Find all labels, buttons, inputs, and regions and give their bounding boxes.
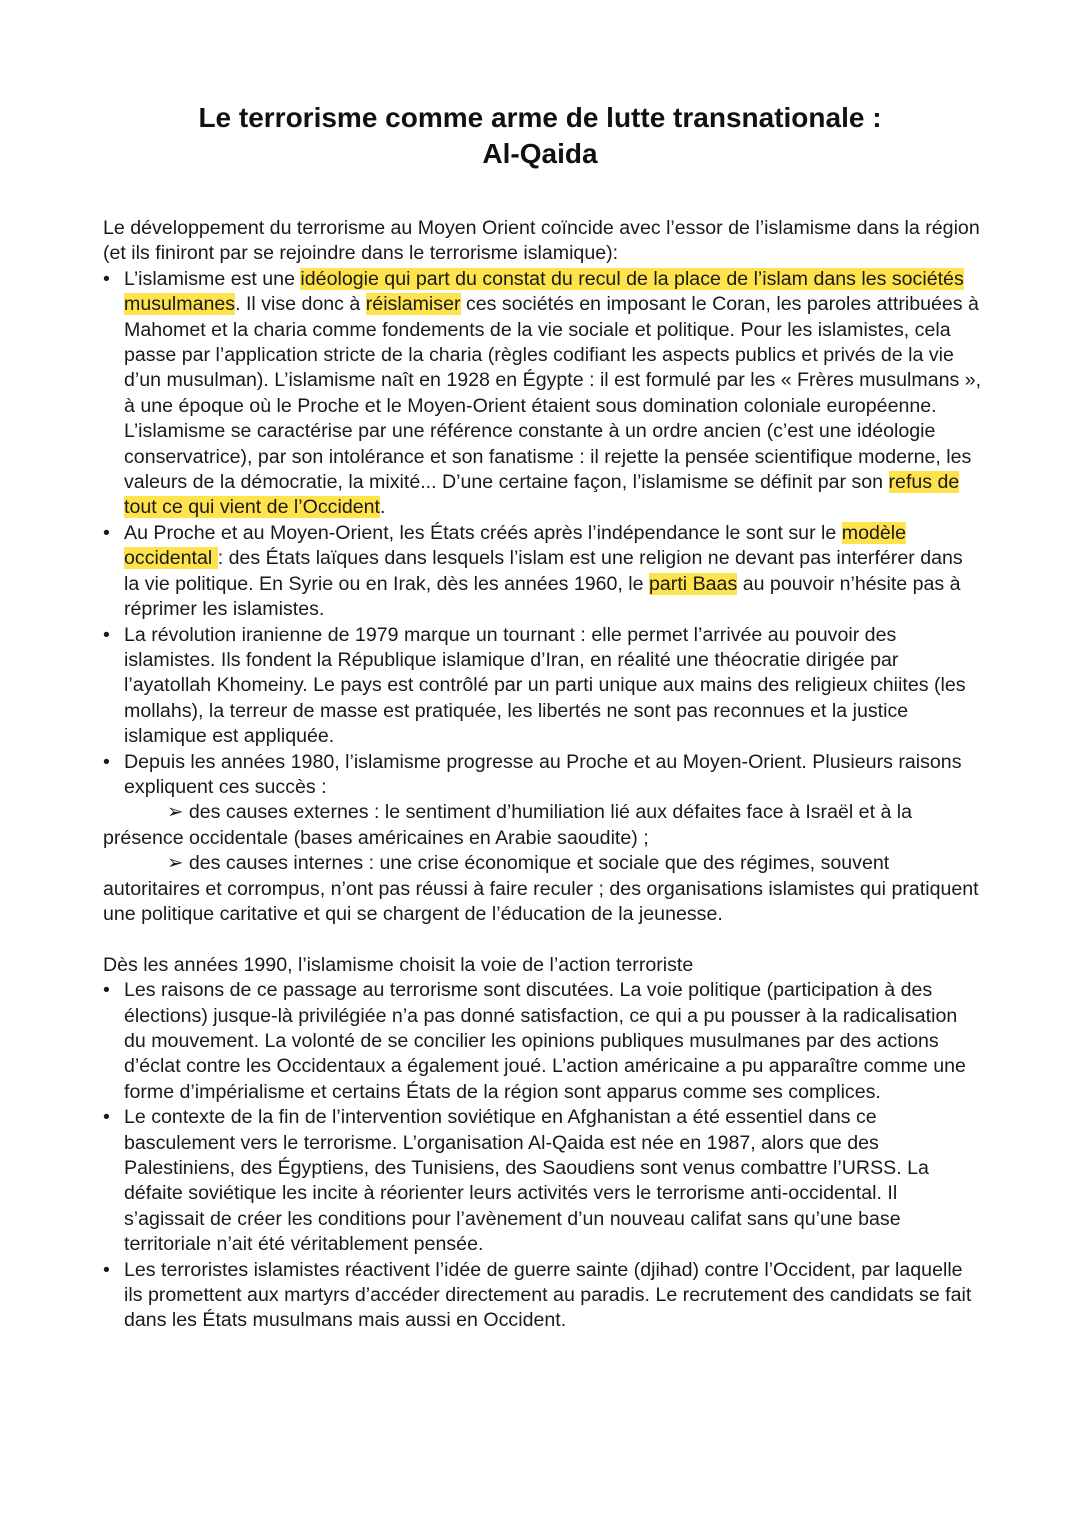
document-body [103, 216, 983, 1334]
list-item [103, 1258, 983, 1334]
text-run: . [379, 496, 386, 519]
text-run: : des États laïques dans lesquels l’islam est une religion ne devant pas interférer dans la vie politique. En Syrie ou en Irak, dès les années 1960, le [124, 547, 963, 595]
text-run: Le contexte de la fin de l’intervention soviétique en Afghanistan a été essentiel dans ce basculement vers le terrorisme. L’organisation Al-Qaida est née en 1987, alors que des Palestiniens, des Égyptiens, des Tunisiens, des Saoudiens sont venus combattre l’URSS. La défaite soviétique les incite à réorienter leurs activités vers le terrorisme anti-occidental. Il s’agissait de créer les conditions pour l’avènement d’un nouveau califat sans qu’une base territoriale n’ait été véritablement pensée. [124, 1106, 929, 1256]
title-line-1: Le terrorisme comme arme de lutte transnationale : [198, 102, 882, 133]
text-run: L’islamisme est une [124, 267, 301, 290]
list-item [103, 978, 983, 1105]
title-line-2: Al-Qaida [482, 138, 598, 169]
section-1-intro: Le développement du terrorisme au Moyen Orient coïncide avec l’essor de l’islamisme dans la région (et ils finiront par se rejoindre dans le terrorisme islamique): [103, 217, 980, 265]
list-item [103, 750, 983, 801]
bullet-marker: • [103, 267, 110, 290]
section-2-intro: Dès les années 1990, l’islamisme choisit la voie de l’action terroriste [103, 953, 694, 976]
highlighted-text: refus de tout ce qui vient de l’Occident [124, 471, 960, 519]
section-2-list [103, 978, 983, 1334]
text-run: au pouvoir n’hésite pas à réprimer les islamistes. [124, 572, 961, 621]
list-item [103, 1105, 983, 1257]
text-run: La révolution iranienne de 1979 marque un tournant : elle permet l’arrivée au pouvoir des islamistes. Ils fondent la République islamique d’Iran, en réalité une théocratie dirigée par l’ayatollah Khomeiny. Le pays est contrôlé par un parti unique aux mains des religieux chiites (les mollahs), la terreur de masse est pratiquée, les libertés ne sont pas reconnues et la justice islamique est appliquée. [124, 623, 966, 748]
text-run: . Il vise donc à [235, 293, 366, 316]
list-item [103, 267, 983, 521]
bullet-marker: • [103, 1106, 110, 1129]
text-run: Les terroristes islamistes réactivent l’idée de guerre sainte (djihad) contre l’Occident, par laquelle ils promettent aux martyrs d’accéder directement au paradis. Le recrutement des candidats se fait dans les États musulmans mais aussi en Occident. [124, 1258, 972, 1332]
bullet-marker: • [103, 979, 110, 1002]
bullet-marker: • [103, 521, 110, 544]
highlighted-text: modèle occidental [124, 521, 907, 570]
bullet-marker: • [103, 1258, 110, 1281]
text-run: Les raisons de ce passage au terrorisme sont discutées. La voie politique (participation à des élections) jusque-là privilégiée n’a pas donné satisfaction, ce qui a pu pousser à la radicalisation du mouvement. La volonté de se concilier les opinions publiques musulmanes par des actions d’éclat contre les Occidentaux a également joué. L’action américaine a pu apparaître comme une forme d’impérialisme et certains États de la région sont apparus comme ses complices. [124, 979, 966, 1103]
highlighted-text: réislamiser [365, 293, 461, 316]
text-run: Depuis les années 1980, l’islamisme progresse au Proche et au Moyen-Orient. Plusieurs raisons expliquent ces succès : [124, 750, 962, 798]
highlighted-text: parti Baas [649, 572, 738, 595]
bullet-marker: • [103, 623, 110, 646]
text-run: ces sociétés en imposant le Coran, les paroles attribuées à Mahomet et la charia comme fondements de la vie sociale et politique. Pour les islamistes, cela passe par l’application stricte de la charia (règles codifiant les aspects publics et privés de la vie d’un musulman). L’islamisme naît en 1928 en Égypte : il est formulé par les « Frères musulmans », à une époque où le Proche et le Moyen-Orient étaient sous domination coloniale européenne. L’islamisme se caractérise par une référence constante à un ordre ancien (c’est une idéologie conservatrice), par son intolérance et son fanatisme : il rejette la pensée scientifique moderne, les valeurs de la démocratie, la mixité... D’une certaine façon, l’islamisme se définit par son [124, 293, 982, 494]
section-1-list [103, 267, 983, 801]
highlighted-text: idéologie qui part du constat du recul de la place de l’islam dans les sociétés musulmanes [124, 267, 964, 316]
bullet-marker: • [103, 750, 110, 773]
sub-item-internal-causes: ➢ des causes internes : une crise économique et sociale que des régimes, souvent autoritaires et corrompus, n’ont pas réussi à faire reculer ; des organisations islamistes qui pratiquent une politique caritative et qui se chargent de l’éducation de la jeunesse. [103, 852, 979, 925]
document-title [0, 100, 1080, 172]
list-item [103, 521, 983, 623]
list-item [103, 623, 983, 750]
text-run: Au Proche et au Moyen-Orient, les États créés après l’indépendance le sont sur le [124, 521, 842, 544]
sub-item-external-causes: ➢ des causes externes : le sentiment d’humiliation lié aux défaites face à Israël et à la présence occidentale (bases américaines en Arabie saoudite) ; [103, 801, 913, 849]
